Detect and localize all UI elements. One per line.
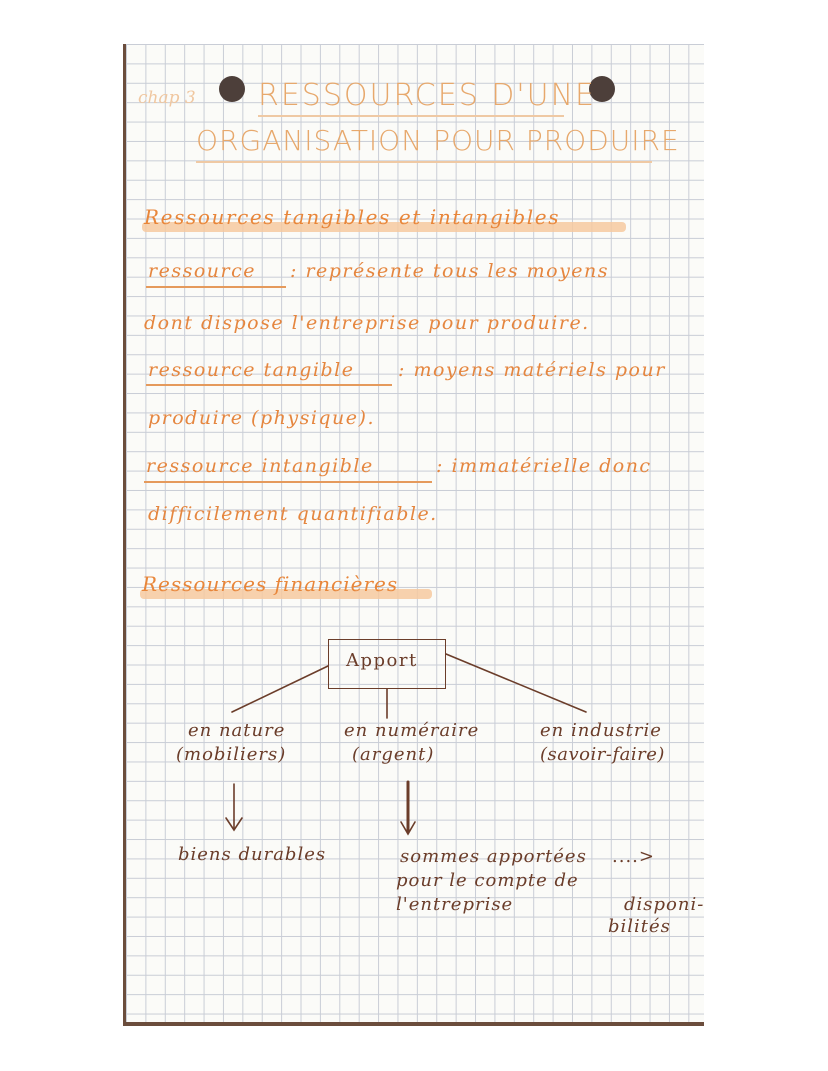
def3-term: ressource intangible: [146, 455, 374, 477]
leaf-disponibilites-line2: bilités: [608, 916, 671, 937]
page-title-line1: RESSOURCES D'UNE: [258, 78, 596, 113]
branch-nature-label: en nature: [188, 720, 286, 741]
connector-industrie: [446, 654, 586, 712]
def2-term: ressource tangible: [148, 359, 355, 381]
def2-text-line2: produire (physique).: [148, 407, 375, 429]
def1-text-line2: dont dispose l'entreprise pour produire.: [144, 312, 590, 334]
def1-term: ressource: [148, 260, 256, 282]
leaf-biens-durables: biens durables: [178, 844, 327, 865]
branch-industrie-label: en industrie: [540, 720, 662, 741]
chapter-label: chap 3: [138, 88, 196, 108]
branch-numeraire-sub: (argent): [352, 744, 435, 765]
section1-heading: Ressources tangibles et intangibles: [144, 205, 561, 229]
branch-nature-sub: (mobiliers): [176, 744, 287, 765]
def3-text: : immatérielle donc: [436, 455, 652, 477]
apport-label: Apport: [346, 650, 418, 671]
def1-text: : représente tous les moyens: [290, 260, 610, 282]
def2-text: : moyens matériels pour: [398, 359, 666, 381]
leaf-disponibilites-line1: disponi-: [624, 894, 705, 915]
connector-nature: [232, 666, 328, 712]
leaf-sommes-line2: pour le compte de: [396, 870, 579, 891]
leaf-sommes-line3: l'entreprise: [396, 894, 514, 915]
branch-numeraire-label: en numéraire: [344, 720, 480, 741]
page-title-line2: ORGANISATION POUR PRODUIRE: [196, 124, 680, 157]
dotted-arrow: ....>: [612, 846, 655, 867]
def3-text-line2: difficilement quantifiable.: [148, 503, 438, 525]
leaf-sommes-line1: sommes apportées: [400, 846, 587, 867]
branch-industrie-sub: (savoir-faire): [540, 744, 665, 765]
section2-heading: Ressources financières: [142, 572, 399, 596]
